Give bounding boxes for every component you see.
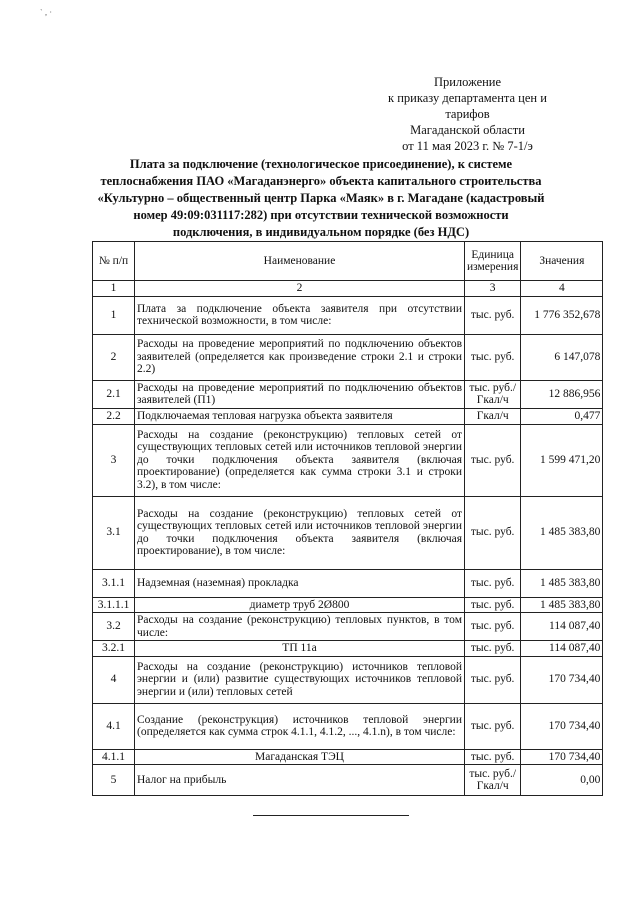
row-name: Надземная (наземная) прокладка [135,569,465,597]
row-value: 0,477 [521,408,603,424]
row-number: 3.1.1 [93,569,135,597]
header-value: Значения [521,242,603,281]
row-value: 170 734,40 [521,703,603,749]
row-unit: тыс. руб./ Гкал/ч [465,380,521,408]
table-row [93,703,603,749]
row-value: 170 734,40 [521,749,603,765]
row-value: 170 734,40 [521,656,603,703]
row-number: 2.1 [93,380,135,408]
fee-table [92,241,603,796]
table-row [93,380,603,408]
row-unit: тыс. руб. [465,424,521,496]
row-name: Расходы на создание (реконструкцию) тепловых сетей от существующих тепловых сетей или источников тепловой энергии до точки подключения объекта заявителя (включая проектирование) (определяется как сумма строки 3.1 и строки 3.2), в том числе: [135,424,465,496]
row-unit: тыс. руб. [465,613,521,641]
row-name: Расходы на создание (реконструкцию) источников тепловой энергии и (или) развитие существующих источников тепловой энергии и (или) тепловых сетей [135,656,465,703]
table-row [93,408,603,424]
colnum-num: 1 [93,281,135,297]
table-row [93,613,603,641]
row-number: 3.1.1.1 [93,597,135,613]
row-value: 1 485 383,80 [521,496,603,569]
table-row [93,765,603,796]
row-name: Магаданская ТЭЦ [135,749,465,765]
row-number: 5 [93,765,135,796]
row-value: 12 886,956 [521,380,603,408]
row-value: 114 087,40 [521,613,603,641]
column-number-row [93,281,603,297]
row-value: 1 776 352,678 [521,296,603,334]
header-name: Наименование [135,242,465,281]
row-number: 3 [93,424,135,496]
appendix-line: к приказу департамента цен и тарифов [388,91,547,121]
colnum-name: 2 [135,281,465,297]
table-row [93,597,603,613]
row-name: Расходы на создание (реконструкцию) тепловых сетей от существующих тепловых сетей или источников тепловой энергии до точки подключения объекта заявителя (включая проектирование), в том числе: [135,496,465,569]
table-row [93,296,603,334]
table-row [93,424,603,496]
colnum-unit: 3 [465,281,521,297]
row-unit: Гкал/ч [465,408,521,424]
document-title: Плата за подключение (технологическое присоединение), к системе теплоснабжения ПАО «Магаданэнерго» объекта капитального строительства «Культурно – общественный центр Парка «Маяк» в г. Магадане (кадастровый номер 49:09:031117:282) при отсутствии технической возможности подключения, в индивидуальном порядке (без НДС) [97,157,545,239]
table-row [93,641,603,657]
row-unit: тыс. руб. [465,334,521,380]
row-unit: тыс. руб. [465,656,521,703]
row-name: диаметр труб 2Ø800 [135,597,465,613]
row-value: 1 485 383,80 [521,597,603,613]
bottom-rule [253,815,409,816]
row-number: 2.2 [93,408,135,424]
row-unit: тыс. руб. [465,296,521,334]
table-row [93,334,603,380]
header-num: № п/п [93,242,135,281]
row-name: Подключаемая тепловая нагрузка объекта заявителя [135,408,465,424]
row-unit: тыс. руб. [465,569,521,597]
row-number: 1 [93,296,135,334]
row-value: 1 599 471,20 [521,424,603,496]
row-unit: тыс. руб. [465,703,521,749]
row-unit: тыс. руб. [465,641,521,657]
row-name: Создание (реконструкция) источников тепловой энергии (определяется как сумма строк 4.1.1, 4.1.2, ..., 4.1.n), в том числе: [135,703,465,749]
row-unit: тыс. руб. [465,749,521,765]
row-value: 114 087,40 [521,641,603,657]
table-row [93,749,603,765]
row-number: 4.1 [93,703,135,749]
row-unit: тыс. руб. [465,597,521,613]
appendix-header [365,74,570,154]
appendix-line: Магаданской области [410,123,525,137]
row-name: Расходы на создание (реконструкцию) тепловых пунктов, в том числе: [135,613,465,641]
row-name: Налог на прибыль [135,765,465,796]
row-number: 3.1 [93,496,135,569]
row-number: 4 [93,656,135,703]
header-unit: Единица измерения [465,242,521,281]
scan-marks: ` ‚ · [40,8,52,17]
row-number: 2 [93,334,135,380]
table-row [93,569,603,597]
row-name: Расходы на проведение мероприятий по подключению объектов заявителей (определяется как произведение строки 2.1 и строки 2.2) [135,334,465,380]
row-name: Расходы на проведение мероприятий по подключению объектов заявителей (П1) [135,380,465,408]
row-value: 0,00 [521,765,603,796]
table-row [93,656,603,703]
table-row [93,496,603,569]
colnum-value: 4 [521,281,603,297]
header-row [93,242,603,281]
row-unit: тыс. руб./ Гкал/ч [465,765,521,796]
row-value: 6 147,078 [521,334,603,380]
row-value: 1 485 383,80 [521,569,603,597]
row-name: Плата за подключение объекта заявителя при отсутствии технической возможности, в том числе: [135,296,465,334]
appendix-line: Приложение [433,75,502,89]
row-name: ТП 11а [135,641,465,657]
row-number: 3.2 [93,613,135,641]
row-unit: тыс. руб. [465,496,521,569]
row-number: 3.2.1 [93,641,135,657]
row-number: 4.1.1 [93,749,135,765]
appendix-line: от 11 мая 2023 г. № 7-1/э [402,139,533,153]
